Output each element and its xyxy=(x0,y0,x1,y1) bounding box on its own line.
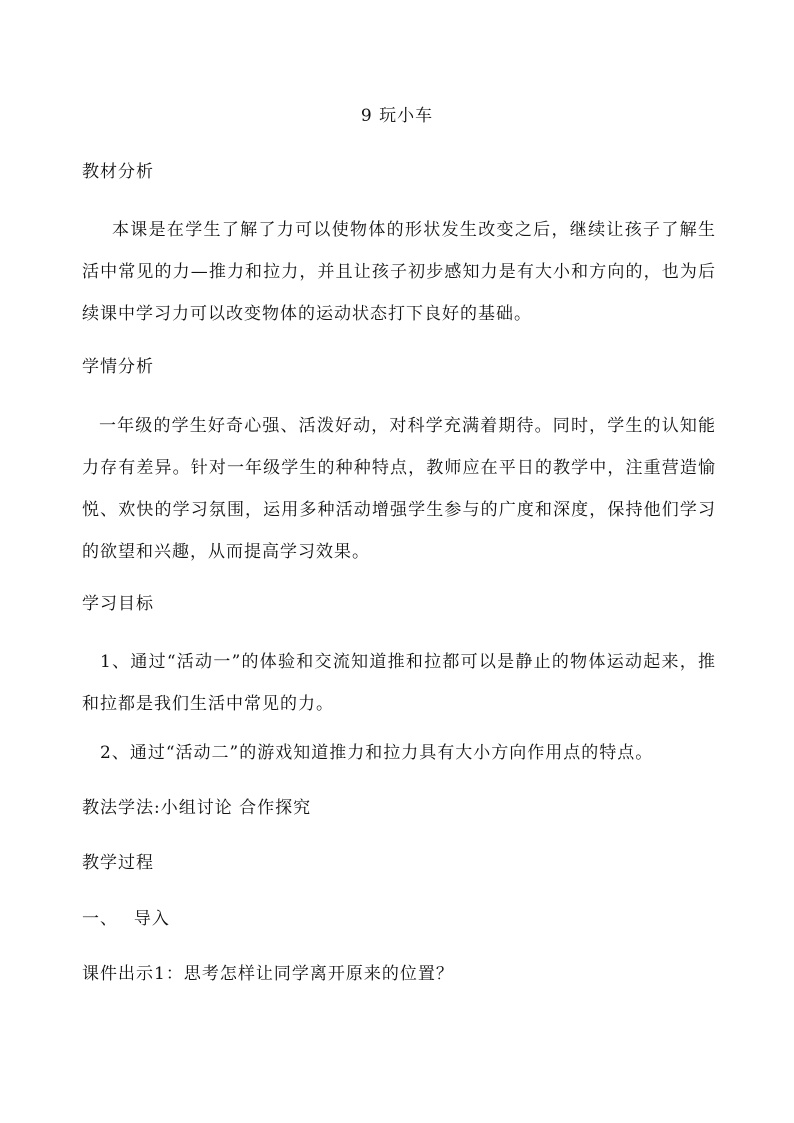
process-step-intro: 一、 导入 xyxy=(82,909,170,929)
teaching-methods: 教法学法:小组讨论 合作探究 xyxy=(82,798,312,818)
learning-goal-2: 2、通过“活动二”的游戏知道推力和拉力具有大小方向作用点的特点。 xyxy=(100,743,654,763)
courseware-item-1: 课件出示1：思考怎样让同学离开原来的位置？ xyxy=(82,964,454,984)
heading-material-analysis: 教材分析 xyxy=(82,162,154,182)
document-title: 9 玩小车 xyxy=(360,106,434,126)
heading-learning-analysis: 学情分析 xyxy=(82,357,154,377)
paragraph-material-analysis: 本课是在学生了解了力可以使物体的形状发生改变之后，继续让孩子了解生活中常见的力—推力和拉力，并且让孩子初步感知力是有大小和方向的，也为后续课中学习力可以改变物体的运动状态打下良好的基础。 xyxy=(82,220,716,324)
paragraph-learning-analysis: 一年级的学生好奇心强、活泼好动，对科学充满着期待。同时，学生的认知能力存有差异。针对一年级学生的种种特点，教师应在平日的教学中，注重营造愉悦、欢快的学习氛围，运用多种活动增强学生参与的广度和深度，保持他们学习的欲望和兴趣，从而提高学习效果。 xyxy=(82,416,716,562)
learning-goal-1: 1、通过“活动一”的体验和交流知道推和拉都可以是静止的物体运动起来，推和拉都是我们生活中常见的力。 xyxy=(82,652,716,714)
heading-learning-goals: 学习目标 xyxy=(82,594,154,614)
heading-teaching-process: 教学过程 xyxy=(82,853,154,873)
